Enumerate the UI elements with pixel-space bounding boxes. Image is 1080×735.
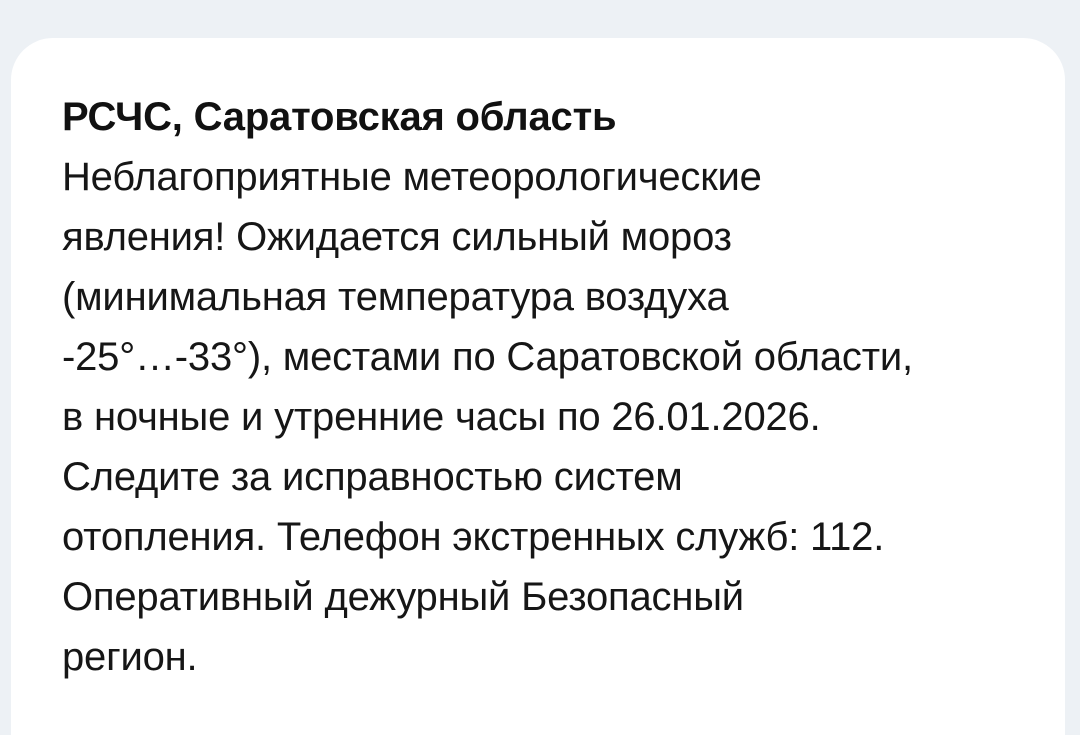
message-content [11, 38, 1065, 687]
message-body-line: -25°…-33°), местами по Саратовской области, [62, 335, 913, 379]
message-body-line: Неблагоприятные метеорологические [62, 155, 762, 199]
message-body [62, 147, 1031, 687]
message-body-line: Оперативный дежурный Безопасный [62, 575, 744, 619]
message-body-line: отопления. Телефон экстренных служб: 112. [62, 515, 885, 559]
message-sender-title: РСЧС, Саратовская область [62, 95, 617, 139]
message-card [11, 38, 1065, 735]
message-body-line: в ночные и утренние часы по 26.01.2026. [62, 395, 821, 439]
message-body-line: регион. [62, 635, 198, 679]
message-body-line: Следите за исправностью систем [62, 455, 683, 499]
message-body-line: явления! Ожидается сильный мороз [62, 215, 732, 259]
message-body-line: (минимальная температура воздуха [62, 275, 729, 319]
